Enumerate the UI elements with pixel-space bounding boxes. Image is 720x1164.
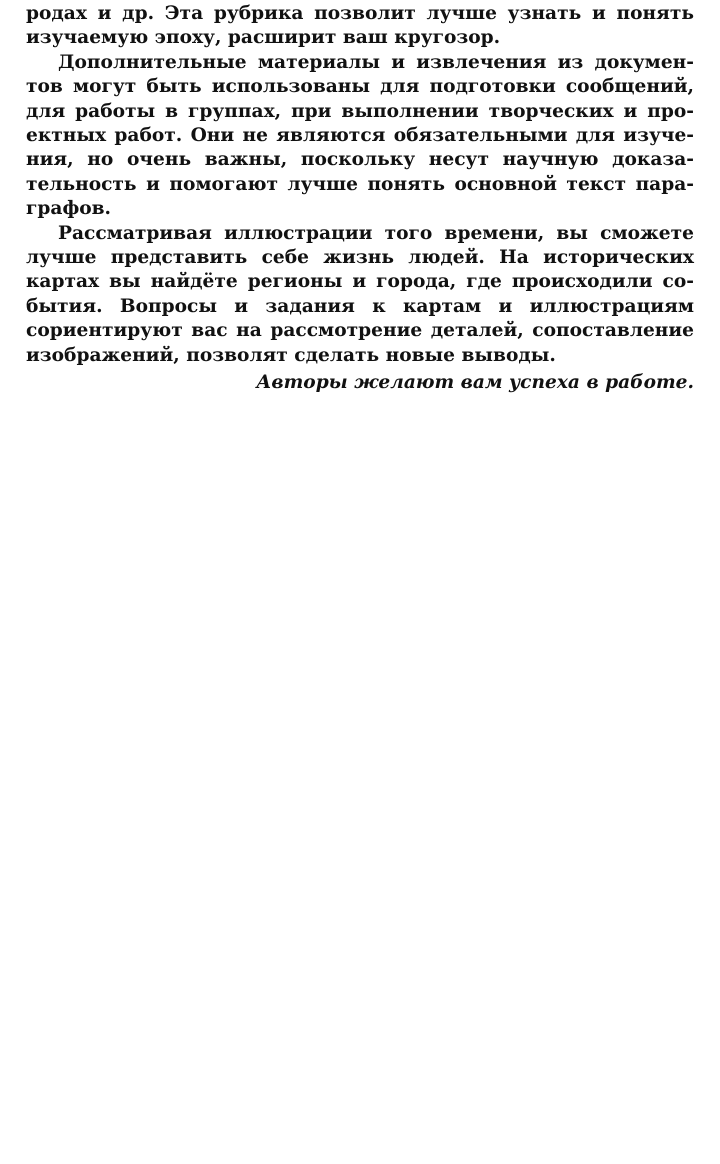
text-line: изучаемую эпоху, расширит ваш кругозор. [26,27,501,49]
text-line: родах и др. Эта рубрика позволит лучше узнать и понять [26,3,694,24]
paragraph-2 [26,51,694,222]
text-line: Дополнительные материалы и извлечения из докумен- [58,51,694,73]
closing-signature: Авторы желают вам успеха в работе. [256,372,694,394]
text-line: тов могут быть использованы для подготовки сообщений, [26,76,694,98]
text-line: изображений, позволят сделать новые выводы. [26,344,556,366]
paragraph-3 [26,222,694,368]
text-line: бытия. Вопросы и задания к картам и иллюстрациям [26,295,694,317]
body-text [26,2,694,396]
text-line: Рассматривая иллюстрации того времени, вы сможете [58,222,694,244]
text-line: картах вы найдёте регионы и города, где происходили со- [26,271,694,293]
text-line: тельность и помогают лучше понять основной текст пара- [26,173,694,195]
text-line: ектных работ. Они не являются обязательными для изуче- [26,125,694,147]
text-line: ния, но очень важны, поскольку несут научную доказа- [26,149,694,171]
text-line: для работы в группах, при выполнении творческих и про- [26,100,694,122]
text-line: графов. [26,198,112,220]
paragraph-1 [26,2,694,51]
text-line: сориентируют вас на рассмотрение деталей, сопоставление [26,320,694,342]
text-line: лучше представить себе жизнь людей. На исторических [26,247,694,269]
